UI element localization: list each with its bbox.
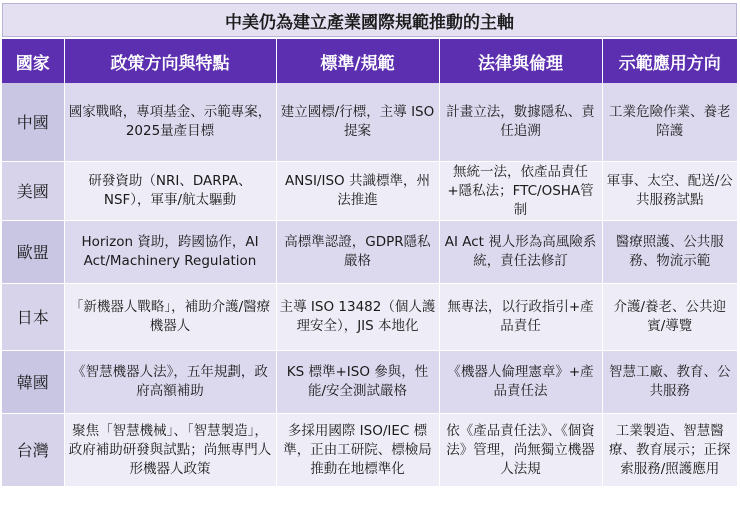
- policy-cell: 研發資助（NRI、DARPA、NSF），軍事/航太驅動: [64, 162, 276, 221]
- header-country: 國家: [2, 39, 64, 83]
- header-law: 法律與倫理: [439, 39, 602, 83]
- law-cell: 《機器人倫理憲章》+產品責任法: [439, 351, 602, 414]
- policy-cell: Horizon 資助，跨國協作，AI Act/Machinery Regulation: [64, 221, 276, 284]
- application-cell: 工業危險作業、養老陪護: [602, 83, 737, 162]
- header-policy: 政策方向與特點: [64, 39, 276, 83]
- header-application: 示範應用方向: [602, 39, 737, 83]
- standard-cell: 高標準認證，GDPR隱私嚴格: [276, 221, 439, 284]
- law-cell: AI Act 視人形為高風險系統，責任法修訂: [439, 221, 602, 284]
- law-cell: 依《產品責任法》、《個資法》管理，尚無獨立機器人法規: [439, 414, 602, 487]
- table-row: [2, 414, 737, 487]
- figure-title: 中美仍為建立產業國際規範推動的主軸: [2, 3, 737, 37]
- policy-cell: 聚焦「智慧機械」、「智慧製造」，政府補助研發與試點；尚無專門人形機器人政策: [64, 414, 276, 487]
- policy-comparison-figure: [2, 3, 737, 516]
- country-cell: 中國: [2, 83, 64, 162]
- country-cell: 韓國: [2, 351, 64, 414]
- country-cell: 歐盟: [2, 221, 64, 284]
- policy-cell: 國家戰略，專項基金、示範專案，2025量產目標: [64, 83, 276, 162]
- policy-comparison-table: [2, 39, 737, 487]
- table-row: [2, 162, 737, 221]
- standard-cell: ANSI/ISO 共識標準，州法推進: [276, 162, 439, 221]
- policy-cell: 「新機器人戰略」，補助介護/醫療機器人: [64, 284, 276, 351]
- table-row: [2, 351, 737, 414]
- standard-cell: 主導 ISO 13482（個人護理安全），JIS 本地化: [276, 284, 439, 351]
- application-cell: 軍事、太空、配送/公共服務試點: [602, 162, 737, 221]
- country-cell: 台灣: [2, 414, 64, 487]
- standard-cell: 多採用國際 ISO/IEC 標準，正由工研院、標檢局推動在地標準化: [276, 414, 439, 487]
- law-cell: 計畫立法，數據隱私、責任追溯: [439, 83, 602, 162]
- application-cell: 工業製造、智慧醫療、教育展示；正探索服務/照護應用: [602, 414, 737, 487]
- table-row: [2, 221, 737, 284]
- application-cell: 介護/養老、公共迎賓/導覽: [602, 284, 737, 351]
- header-standard: 標準/規範: [276, 39, 439, 83]
- table-row: [2, 83, 737, 162]
- policy-cell: 《智慧機器人法》，五年規劃，政府高額補助: [64, 351, 276, 414]
- law-cell: 無統一法，依產品責任+隱私法；FTC/OSHA管制: [439, 162, 602, 221]
- country-cell: 日本: [2, 284, 64, 351]
- country-cell: 美國: [2, 162, 64, 221]
- standard-cell: KS 標準+ISO 參與，性能/安全測試嚴格: [276, 351, 439, 414]
- table-row: [2, 284, 737, 351]
- law-cell: 無專法，以行政指引+產品責任: [439, 284, 602, 351]
- application-cell: 智慧工廠、教育、公共服務: [602, 351, 737, 414]
- header-row: [2, 39, 737, 83]
- application-cell: 醫療照護、公共服務、物流示範: [602, 221, 737, 284]
- standard-cell: 建立國標/行標，主導 ISO 提案: [276, 83, 439, 162]
